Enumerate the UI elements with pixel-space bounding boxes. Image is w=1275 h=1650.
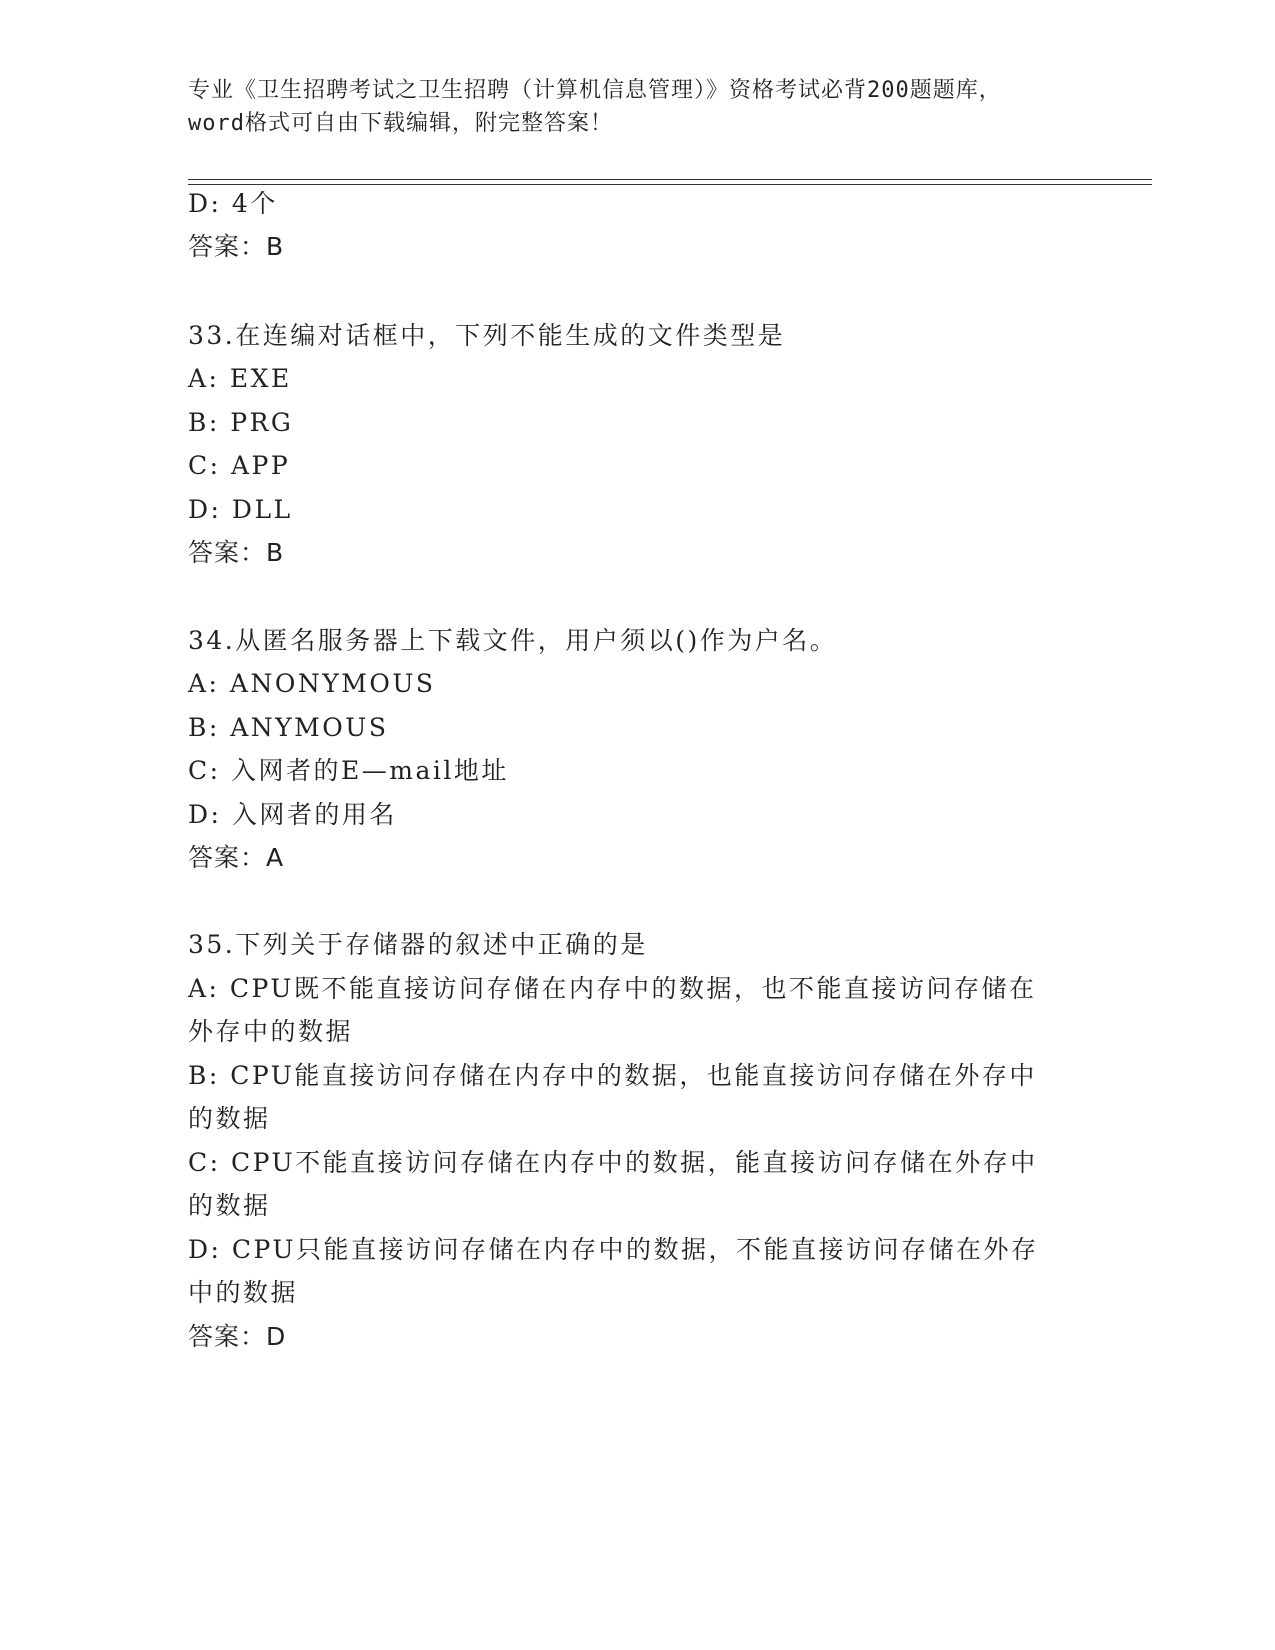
question-35-option-a-cont: 外存中的数据	[188, 1017, 354, 1046]
question-35-option-a: A: CPU既不能直接访问存储在内存中的数据，也不能直接访问存储在	[188, 974, 1037, 1003]
header-divider-bottom	[188, 184, 1152, 185]
question-33-answer: 答案：B	[188, 538, 285, 567]
question-34-stem: 34.从匿名服务器上下载文件，用户须以()作为户名。	[188, 626, 838, 655]
question-35-option-c-cont: 的数据	[188, 1191, 271, 1220]
question-35-option-d-cont: 中的数据	[188, 1278, 299, 1307]
prev-answer: 答案：B	[188, 232, 285, 261]
question-33-option-d: D: DLL	[188, 495, 293, 524]
header-line-1: 专业《卫生招聘考试之卫生招聘（计算机信息管理）》资格考试必背200题题库，	[188, 78, 1002, 103]
document-header	[188, 74, 1088, 140]
header-divider-top	[188, 179, 1152, 180]
header-line-2: word格式可自由下载编辑，附完整答案！	[188, 111, 613, 136]
question-34-option-c: C: 入网者的E—mail地址	[188, 756, 509, 785]
question-33-option-a: A: EXE	[188, 364, 292, 393]
question-35-stem: 35.下列关于存储器的叙述中正确的是	[188, 930, 648, 959]
question-35-option-b-cont: 的数据	[188, 1104, 271, 1133]
question-34-option-d: D: 入网者的用名	[188, 800, 397, 829]
question-33-option-b: B: PRG	[188, 408, 294, 437]
question-34-answer: 答案：A	[188, 843, 285, 872]
question-33-option-c: C: APP	[188, 451, 291, 480]
question-35-answer: 答案：D	[188, 1322, 287, 1351]
question-33-stem: 33.在连编对话框中，下列不能生成的文件类型是	[188, 321, 786, 350]
question-34-option-b: B: ANYMOUS	[188, 713, 389, 742]
question-35-option-d: D: CPU只能直接访问存储在内存中的数据，不能直接访问存储在外存	[188, 1235, 1039, 1264]
prev-option-d: D: 4个	[188, 189, 278, 218]
question-35-option-b: B: CPU能直接访问存储在内存中的数据，也能直接访问存储在外存中	[188, 1061, 1037, 1090]
question-34-option-a: A: ANONYMOUS	[188, 669, 436, 698]
question-35-option-c: C: CPU不能直接访问存储在内存中的数据，能直接访问存储在外存中	[188, 1148, 1038, 1177]
